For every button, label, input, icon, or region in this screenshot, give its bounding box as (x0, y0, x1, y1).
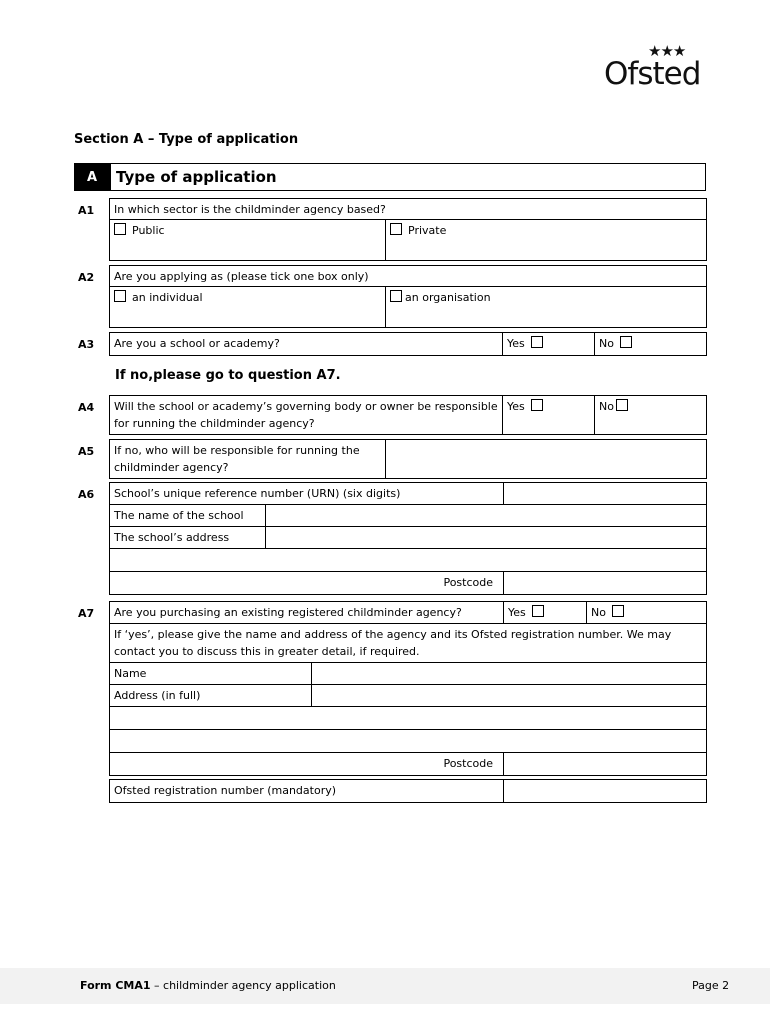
a7-ofsted-number-label: Ofsted registration number (mandatory) (109, 779, 504, 803)
a1-question: In which sector is the childminder agency based? (109, 198, 707, 220)
a7-name-label: Name (109, 662, 312, 685)
a6-address-field[interactable] (265, 526, 707, 549)
a1-label: A1 (78, 204, 95, 217)
a3-yes-checkbox[interactable] (531, 336, 543, 348)
a1-public-checkbox[interactable] (114, 223, 126, 235)
a4-yes-checkbox[interactable] (531, 399, 543, 411)
logo-text: Ofsted (604, 56, 701, 92)
a7-yes-checkbox[interactable] (532, 605, 544, 617)
a3-no-checkbox[interactable] (620, 336, 632, 348)
ofsted-logo (602, 42, 714, 98)
a6-address-line[interactable] (109, 548, 707, 572)
a7-postcode-label: Postcode (109, 752, 504, 776)
a3-label: A3 (78, 338, 95, 351)
a4-question: Will the school or academy’s governing body or owner be responsible for running the childminder agency? (109, 395, 503, 435)
a7-ofsted-number-field[interactable] (503, 779, 707, 803)
a5-answer-field[interactable] (385, 439, 707, 479)
a1-option-public[interactable]: Public (109, 219, 386, 261)
a6-urn-label: School’s unique reference number (URN) (six digits) (109, 482, 504, 505)
a4-no-checkbox[interactable] (616, 399, 628, 411)
a2-question: Are you applying as (please tick one box only) (109, 265, 707, 287)
a7-label: A7 (78, 607, 95, 620)
a7-question: Are you purchasing an existing registered childminder agency? (109, 601, 504, 624)
section-heading: Type of application (110, 163, 706, 191)
a1-option-private[interactable]: Private (385, 219, 707, 261)
a2-option-individual[interactable]: an individual (109, 286, 386, 328)
a3-question: Are you a school or academy? (109, 332, 503, 356)
a2-individual-checkbox[interactable] (114, 290, 126, 302)
a4-yes[interactable]: Yes (502, 395, 595, 435)
a7-name-field[interactable] (311, 662, 707, 685)
a6-label: A6 (78, 488, 95, 501)
a4-label: A4 (78, 401, 95, 414)
a7-postcode-field[interactable] (503, 752, 707, 776)
a7-address-label: Address (in full) (109, 684, 312, 707)
a7-instruction: If ‘yes’, please give the name and address of the agency and its Ofsted registration number. We may contact you to discuss this in greater detail, if required. (109, 623, 707, 663)
a7-address-line-3[interactable] (109, 729, 707, 753)
a5-label: A5 (78, 445, 95, 458)
section-letter: A (74, 163, 110, 191)
a7-address-line-2[interactable] (109, 706, 707, 730)
a5-question: If no, who will be responsible for running the childminder agency? (109, 439, 386, 479)
a7-no[interactable]: No (586, 601, 707, 624)
a1-private-checkbox[interactable] (390, 223, 402, 235)
a6-postcode-field[interactable] (503, 571, 707, 595)
a7-no-checkbox[interactable] (612, 605, 624, 617)
footer-form-title: Form CMA1 – childminder agency application (80, 979, 336, 992)
a3-yes[interactable]: Yes (502, 332, 595, 356)
a3-instruction-note: If no,please go to question A7. (115, 368, 341, 383)
a2-label: A2 (78, 271, 95, 284)
footer-page-number: Page 2 (692, 979, 730, 992)
a2-option-organisation[interactable]: an organisation (385, 286, 707, 328)
a6-postcode-label: Postcode (109, 571, 504, 595)
a7-address-field[interactable] (311, 684, 707, 707)
stars-icon: ★★★ (648, 42, 686, 60)
a4-no[interactable]: No (594, 395, 707, 435)
a6-address-label: The school’s address (109, 526, 266, 549)
a6-school-name-field[interactable] (265, 504, 707, 527)
a6-school-name-label: The name of the school (109, 504, 266, 527)
section-title: Section A – Type of application (74, 132, 299, 147)
a3-no[interactable]: No (594, 332, 707, 356)
a7-yes[interactable]: Yes (503, 601, 587, 624)
a6-urn-field[interactable] (503, 482, 707, 505)
a2-organisation-checkbox[interactable] (390, 290, 402, 302)
